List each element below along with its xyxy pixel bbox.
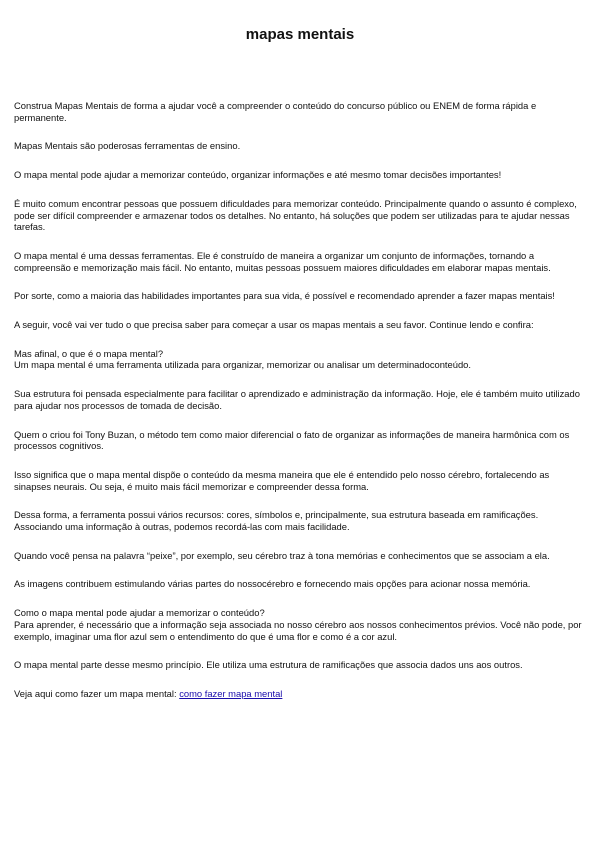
document-page [14, 26, 586, 717]
paragraph: Por sorte, como a maioria das habilidades importantes para sua vida, é possível e recomendado aprender a fazer mapas mentais! [14, 290, 555, 302]
paragraph: Quem o criou foi Tony Buzan, o método tem como maior diferencial o fato de organizar as informações de maneira harmônica com os processos cognitivos. [14, 428, 570, 452]
paragraph: É muito comum encontrar pessoas que possuem dificuldades para memorizar conteúdo. Principalmente quando o assunto é complexo, pode ser difícil compreender e armazenar todos os detalhes. No entanto, há soluções que podem ser utilizadas para te ajudar nessas tarefas. [14, 197, 577, 233]
paragraph: As imagens contribuem estimulando várias partes do nossocérebro e fornecendo mais opções para acionar nossa memória. [14, 578, 531, 590]
paragraph: Mapas Mentais são poderosas ferramentas de ensino. [14, 140, 241, 152]
paragraph: Isso significa que o mapa mental dispõe o conteúdo da mesma maneira que ele é entendido pelo nosso cérebro, fortalecendo as sinapses neurais. Ou seja, é muito mais fácil memorizar e compreender dessa forma. [14, 468, 550, 492]
paragraph: O mapa mental é uma dessas ferramentas. Ele é construído de maneira a organizar um conjunto de informações, tornando a compreensão e memorização mais fácil. No entanto, muitas pessoas possuem maiores dificuldades em elaborar mapas mentais. [14, 249, 551, 273]
how-to-make-mind-map-link[interactable]: como fazer mapa mental [179, 687, 283, 699]
paragraph: O mapa mental parte desse mesmo princípio. Ele utiliza uma estrutura de ramificações que associa dados uns aos outros. [14, 659, 523, 671]
paragraph: Quando você pensa na palavra “peixe”, por exemplo, seu cérebro traz à tona memórias e conhecimentos que se associam a ela. [14, 549, 550, 561]
section-what-is [14, 348, 586, 371]
section-heading: Mas afinal, o que é o mapa mental? [14, 347, 164, 359]
section-heading: Como o mapa mental pode ajudar a memorizar o conteúdo? [14, 607, 265, 619]
section-text: Para aprender, é necessário que a informação seja associada no nosso cérebro aos nossos conhecimentos prévios. Você não pode, por exemplo, imaginar uma flor azul sem o entendimento do que é uma flor e como é a cor azul. [14, 618, 582, 642]
paragraph: Sua estrutura foi pensada especialmente para facilitar o aprendizado e administração da informação. Hoje, ele é também muito utilizado para ajudar nos processos de tomada de decisão. [14, 388, 580, 411]
section-text: Um mapa mental é uma ferramenta utilizada para organizar, memorizar ou analisar um determinadoconteúdo. [14, 359, 471, 371]
section-how-helps [14, 607, 586, 642]
paragraph: Dessa forma, a ferramenta possui vários recursos: cores, símbolos e, principalmente, sua estrutura baseada em ramificações. Associando uma informação à outras, podemos recordá-las com mais facilidade. [14, 509, 539, 533]
cta-prefix: Veja aqui como fazer um mapa mental: [14, 687, 180, 699]
paragraph: Construa Mapas Mentais de forma a ajudar você a compreender o conteúdo do concurso público ou ENEM de forma rápida e permanente. [14, 100, 537, 123]
cta-paragraph [14, 688, 586, 700]
page-title: mapas mentais [245, 26, 355, 43]
paragraph: O mapa mental pode ajudar a memorizar conteúdo, organizar informações e até mesmo tomar decisões importantes! [14, 169, 502, 181]
paragraph: A seguir, você vai ver tudo o que precisa saber para começar a usar os mapas mentais a seu favor. Continue lendo e confira: [14, 319, 534, 331]
